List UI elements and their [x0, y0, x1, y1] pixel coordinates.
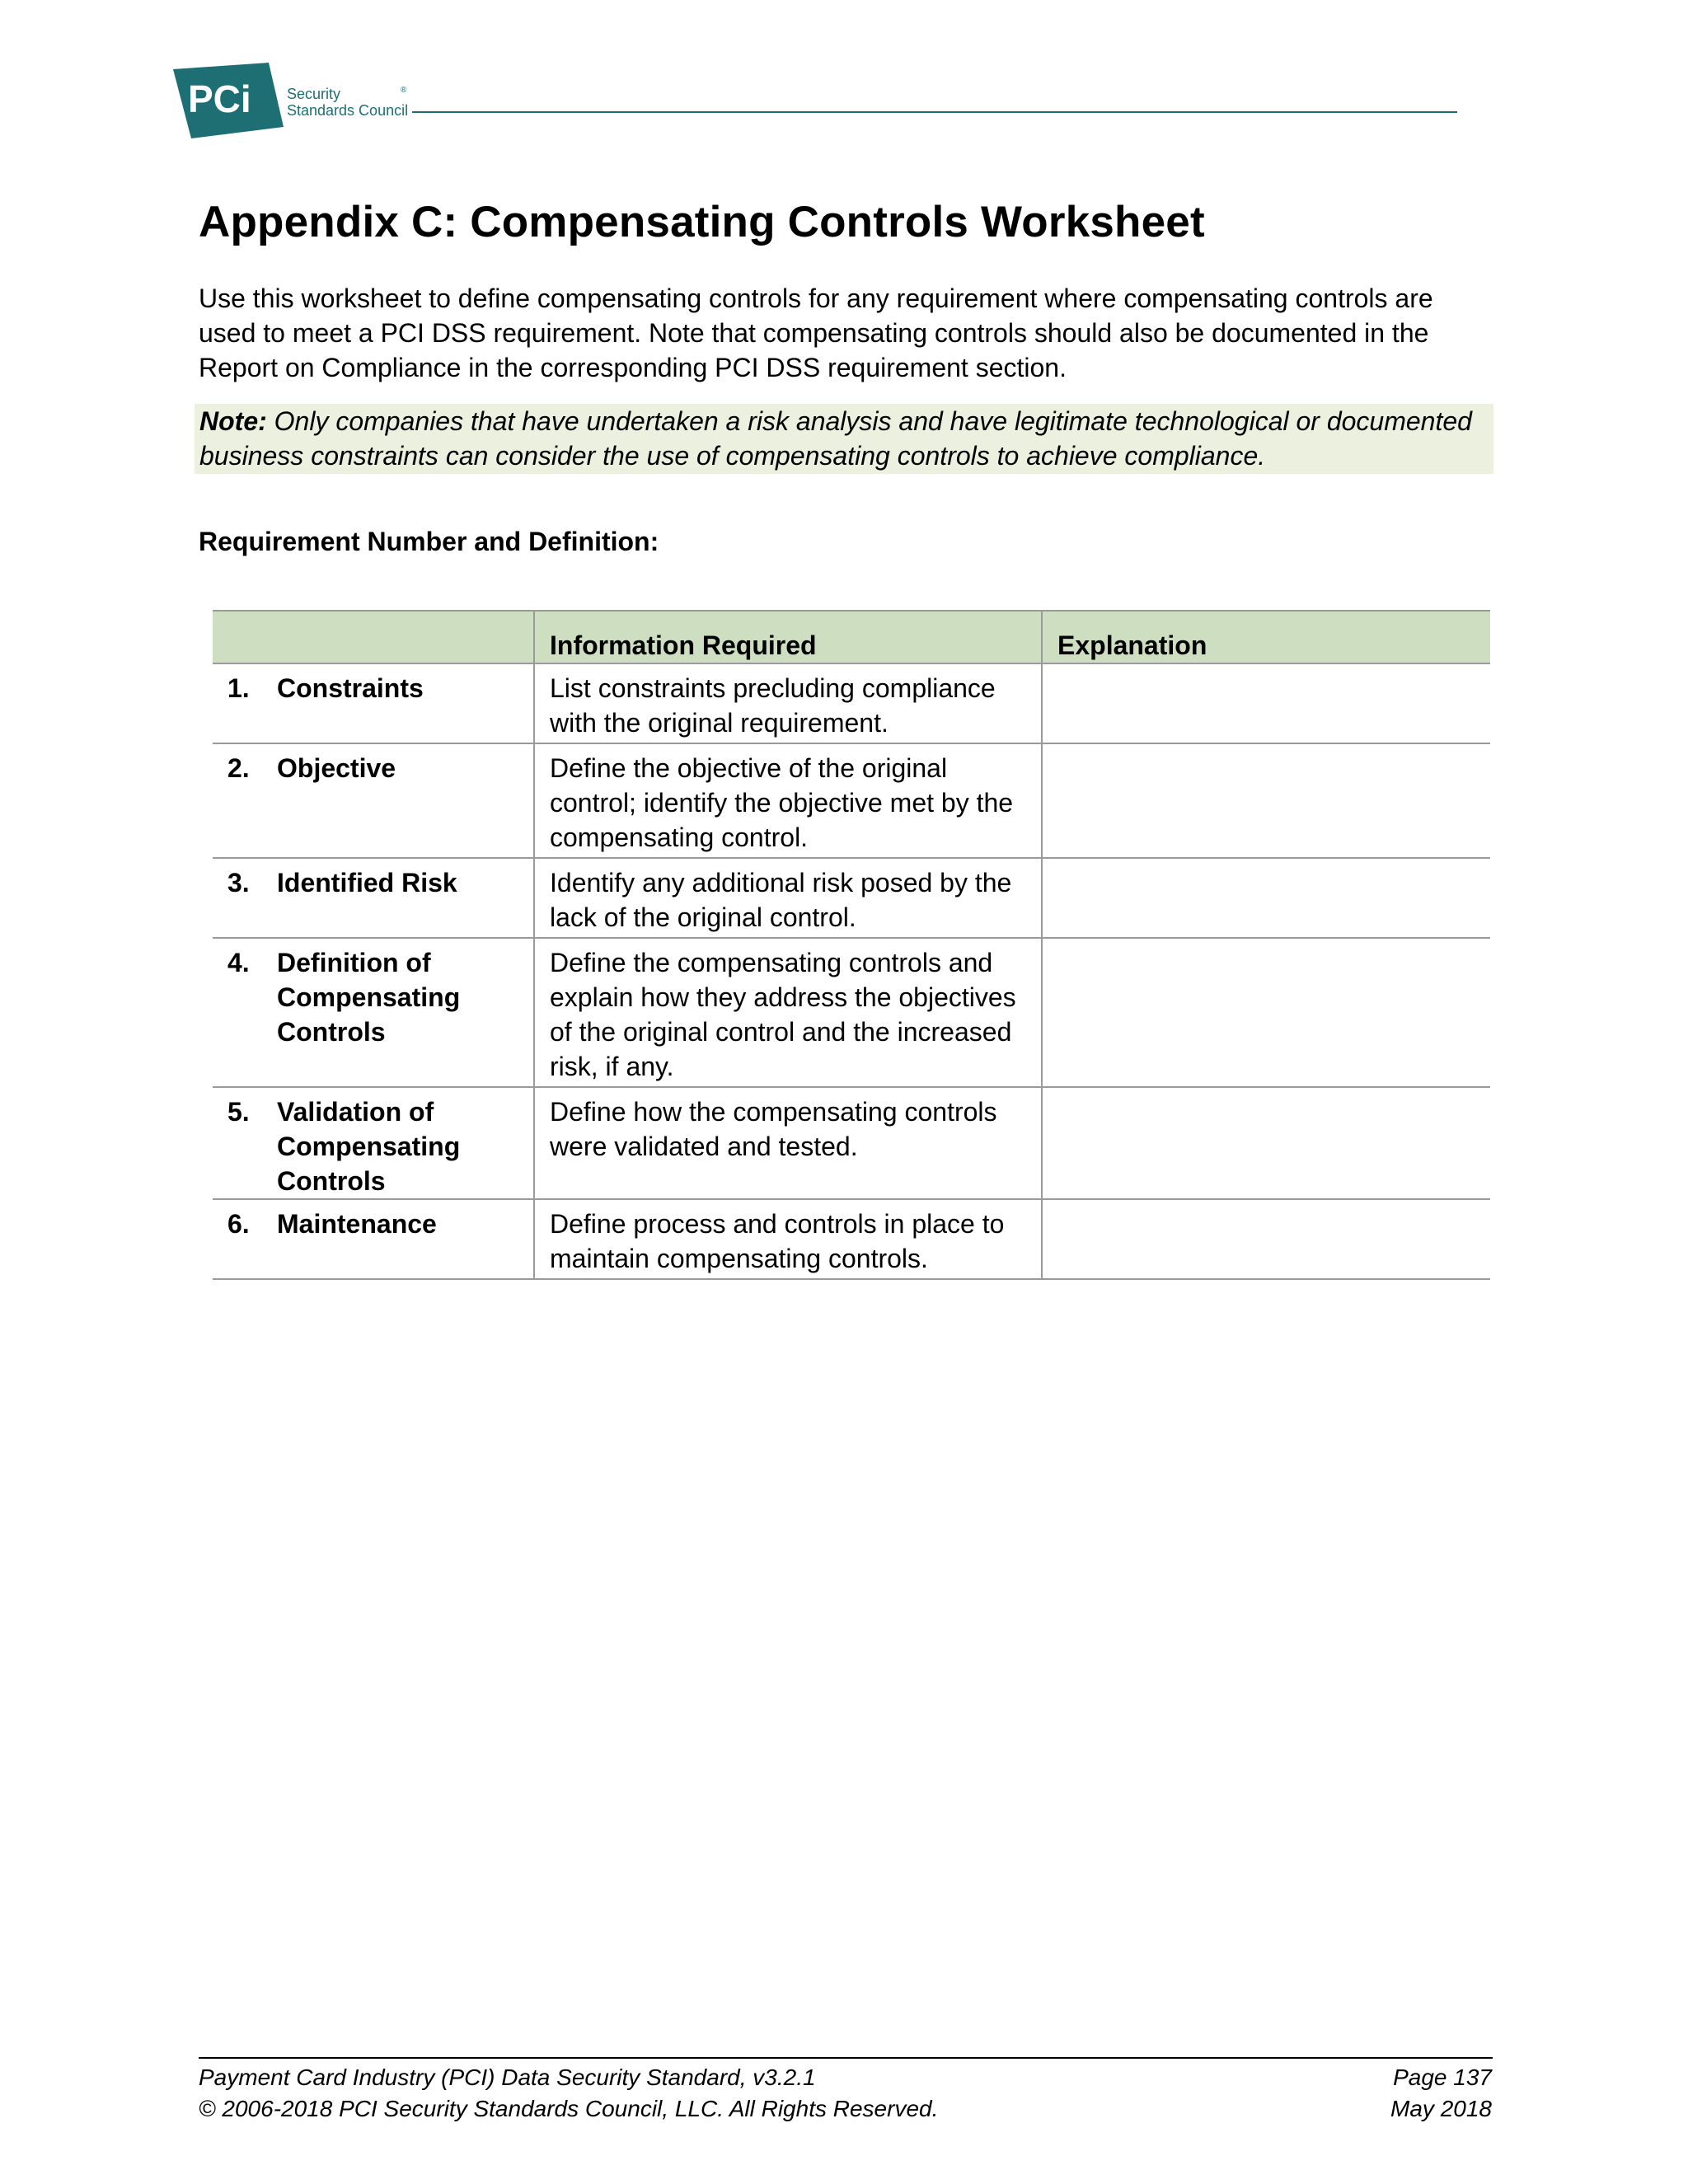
table-row — [213, 1199, 1490, 1279]
row-information-required: Identify any additional risk posed by the lack of the original control. — [534, 858, 1042, 938]
note-callout — [195, 404, 1493, 474]
logo-line-1: Security — [287, 86, 341, 102]
table-header-information-required: Information Required — [534, 611, 1042, 663]
footer-right — [1390, 2062, 1492, 2125]
row-label-cell — [213, 663, 534, 743]
intro-paragraph: Use this worksheet to define compensating controls for any requirement where compensating controls are used to meet a PCI DSS requirement. Note that compensating controls should also be documented in the Report on Compliance in the corresponding PCI DSS requirement section. — [199, 284, 1433, 382]
footer-left — [199, 2062, 938, 2125]
row-explanation-cell[interactable] — [1042, 938, 1490, 1087]
row-explanation-cell[interactable] — [1042, 858, 1490, 938]
row-information-required: Define process and controls in place to maintain compensating controls. — [534, 1199, 1042, 1279]
row-label-cell — [213, 1199, 534, 1279]
row-label: Maintenance — [277, 1209, 437, 1239]
row-explanation-cell[interactable] — [1042, 743, 1490, 858]
compensating-controls-table — [213, 610, 1490, 1280]
requirement-number-label: Requirement Number and Definition: — [199, 527, 659, 556]
logo-mark-text: PCi — [188, 77, 251, 120]
footer-standard-title: Payment Card Industry (PCI) Data Security Standard, v3.2.1 — [199, 2064, 816, 2090]
row-label: Validation of Compensating Controls — [277, 1097, 461, 1196]
pci-logo — [171, 63, 419, 142]
table-row — [213, 1087, 1490, 1199]
footer-date: May 2018 — [1390, 2096, 1492, 2121]
table-row — [213, 938, 1490, 1087]
header-divider — [412, 111, 1457, 113]
table-header-blank — [213, 611, 534, 663]
row-label-cell — [213, 1087, 534, 1199]
row-label: Constraints — [277, 673, 424, 703]
footer-page-number: Page 137 — [1393, 2064, 1492, 2090]
row-explanation-cell[interactable] — [1042, 1087, 1490, 1199]
row-information-required: List constraints precluding compliance with the original requirement. — [534, 663, 1042, 743]
pci-logo-mark — [171, 63, 284, 138]
logo-wordmark — [287, 86, 408, 119]
row-label-cell — [213, 858, 534, 938]
row-number: 3. — [227, 868, 250, 898]
table-row — [213, 743, 1490, 858]
row-number: 2. — [227, 753, 250, 783]
page-title: Appendix C: Compensating Controls Worksheet — [199, 198, 1205, 246]
table-header-explanation: Explanation — [1042, 611, 1490, 663]
row-label-cell — [213, 743, 534, 858]
row-information-required: Define how the compensating controls were validated and tested. — [534, 1087, 1042, 1199]
table-header-row — [213, 611, 1490, 663]
row-label: Definition of Compensating Controls — [277, 948, 461, 1047]
note-label: Note: — [199, 406, 267, 436]
row-information-required: Define the objective of the original control; identify the objective met by the compensating control. — [534, 743, 1042, 858]
row-label: Objective — [277, 753, 396, 783]
note-text: Only companies that have undertaken a risk analysis and have legitimate technological or documented business constraints can consider the use of compensating controls to achieve compliance. — [199, 406, 1472, 471]
footer-copyright: © 2006-2018 PCI Security Standards Council, LLC. All Rights Reserved. — [199, 2096, 939, 2121]
table-row — [213, 858, 1490, 938]
row-label-cell — [213, 938, 534, 1087]
row-number: 6. — [227, 1209, 250, 1239]
row-information-required: Define the compensating controls and explain how they address the objectives of the original control and the increased risk, if any. — [534, 938, 1042, 1087]
row-number: 5. — [227, 1097, 250, 1127]
row-label: Identified Risk — [277, 868, 457, 898]
table-row — [213, 663, 1490, 743]
row-number: 4. — [227, 948, 250, 977]
logo-line-2: Standards Council — [287, 102, 409, 119]
registered-mark: ® — [401, 86, 407, 95]
footer-divider — [199, 2057, 1493, 2059]
row-number: 1. — [227, 673, 250, 703]
row-explanation-cell[interactable] — [1042, 663, 1490, 743]
row-explanation-cell[interactable] — [1042, 1199, 1490, 1279]
